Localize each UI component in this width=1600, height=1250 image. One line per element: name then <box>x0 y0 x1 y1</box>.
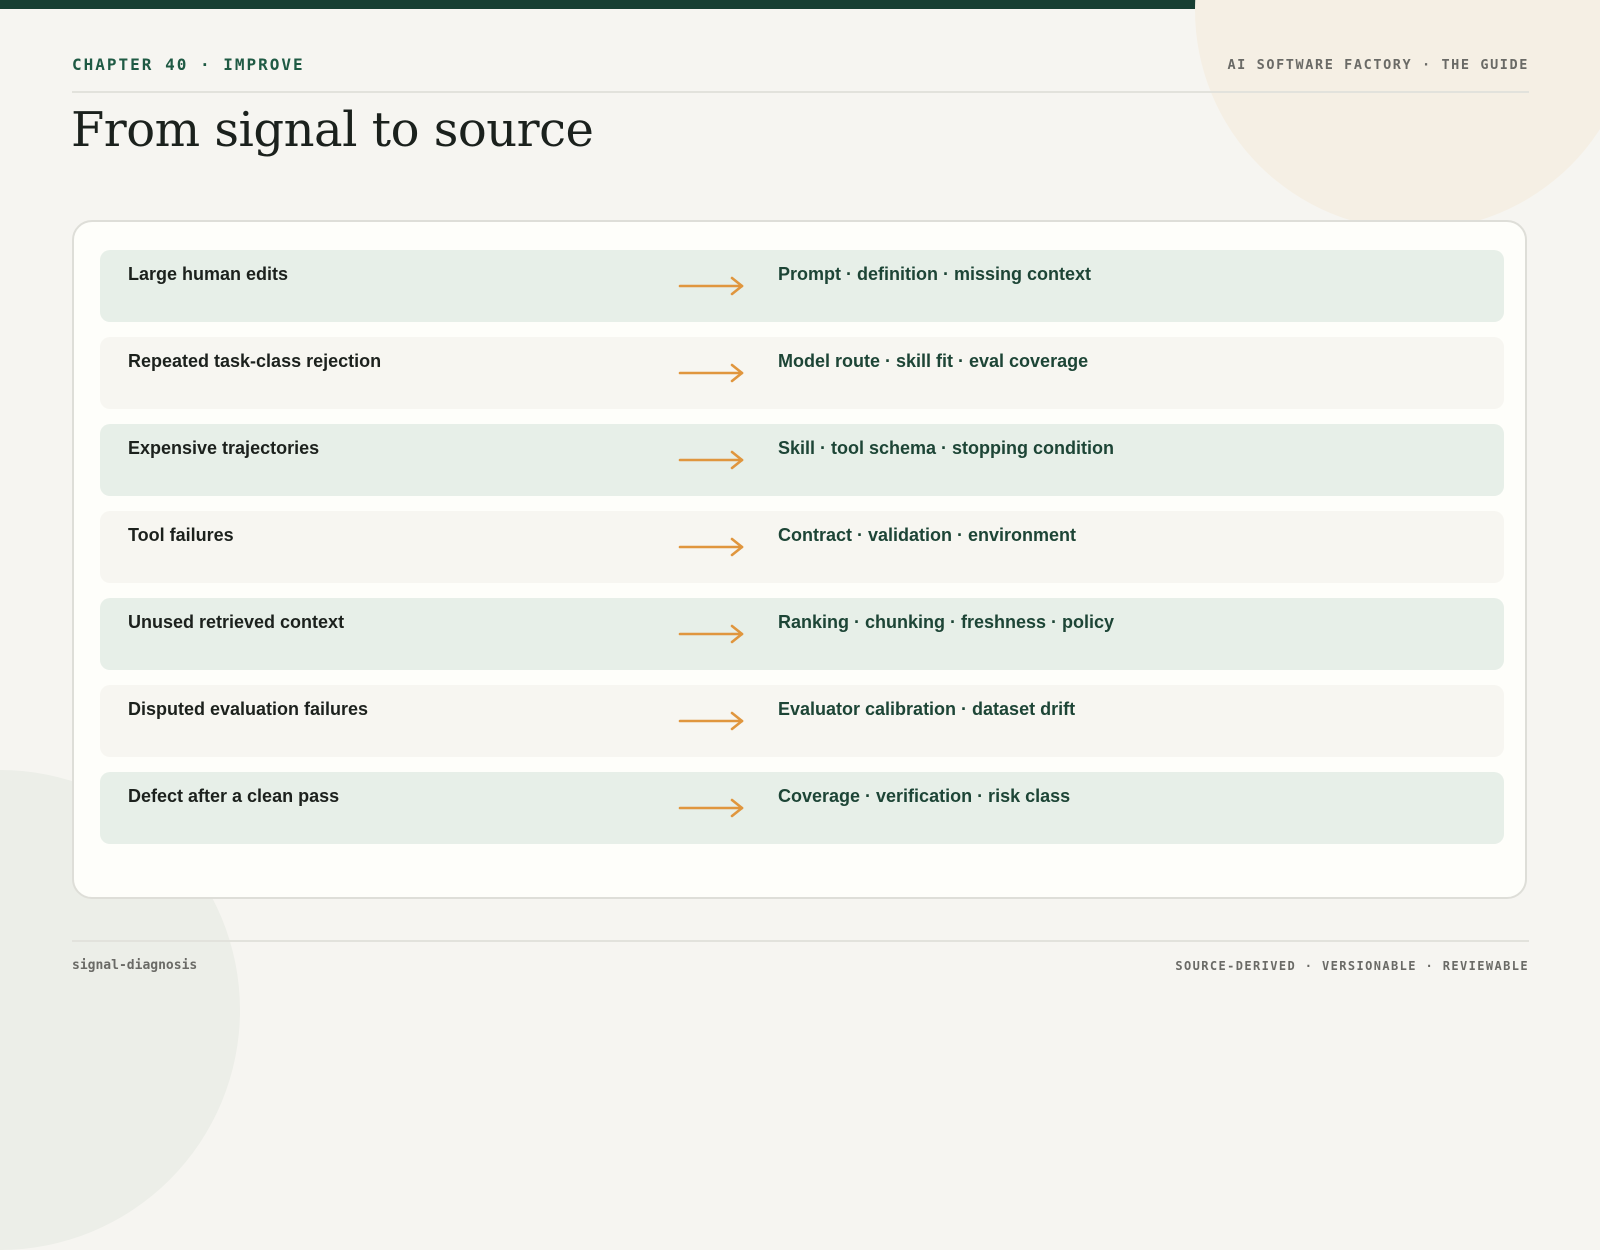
list-item <box>100 772 1504 844</box>
arrow-right-icon <box>678 362 746 384</box>
arrow-right-icon <box>678 797 746 819</box>
signal-source-card <box>72 220 1527 899</box>
signal-source-list <box>100 250 1504 859</box>
source-label: Evaluator calibration · dataset drift <box>778 699 1076 719</box>
list-item <box>100 424 1504 496</box>
arrow-right-icon <box>678 536 746 558</box>
list-item <box>100 337 1504 409</box>
brand-label: AI SOFTWARE FACTORY · THE GUIDE <box>1227 57 1529 73</box>
page-footer <box>72 940 1529 973</box>
signal-label: Unused retrieved context <box>128 612 345 632</box>
signal-label: Expensive trajectories <box>128 438 320 458</box>
decorative-circle-top-right <box>1195 0 1600 230</box>
list-item <box>100 250 1504 322</box>
signal-label: Repeated task-class rejection <box>128 351 382 371</box>
footer-tags: SOURCE-DERIVED · VERSIONABLE · REVIEWABLE <box>1175 959 1529 973</box>
list-item <box>100 598 1504 670</box>
arrow-right-icon <box>678 710 746 732</box>
arrow-right-icon <box>678 623 746 645</box>
list-item <box>100 685 1504 757</box>
arrow-right-icon <box>678 449 746 471</box>
source-label: Coverage · verification · risk class <box>778 786 1071 806</box>
chapter-label: CHAPTER 40 · IMPROVE <box>72 55 305 74</box>
source-label: Skill · tool schema · stopping condition <box>778 438 1115 458</box>
signal-label: Tool failures <box>128 525 234 545</box>
footer-slug: signal-diagnosis <box>72 958 198 973</box>
arrow-right-icon <box>678 275 746 297</box>
source-label: Model route · skill fit · eval coverage <box>778 351 1089 371</box>
source-label: Prompt · definition · missing context <box>778 264 1092 284</box>
page-header <box>72 55 1529 93</box>
source-label: Contract · validation · environment <box>778 525 1077 545</box>
source-label: Ranking · chunking · freshness · policy <box>778 612 1115 632</box>
list-item <box>100 511 1504 583</box>
page-title: From signal to source <box>71 102 594 158</box>
signal-label: Defect after a clean pass <box>128 786 340 806</box>
signal-label: Large human edits <box>128 264 289 284</box>
signal-label: Disputed evaluation failures <box>128 699 369 719</box>
